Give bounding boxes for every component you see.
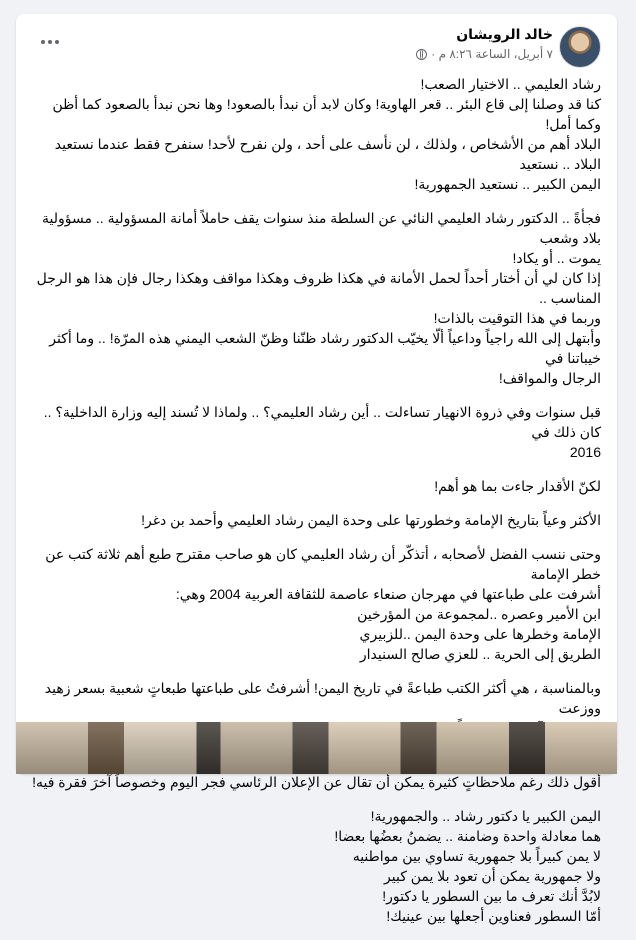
author-name[interactable]: خالد الرويشان xyxy=(456,26,553,42)
post-line: الإمامة وخطرها على وحدة اليمن ..للزبيري xyxy=(359,626,601,642)
post-line: لابُدَّ أنك تعرف ما بين السطور يا دكتور! xyxy=(382,888,601,904)
post-paragraph xyxy=(29,544,601,664)
post-line: أمّا السطور فعناوين أجعلها بين عينيك! xyxy=(386,908,601,924)
globe-icon[interactable] xyxy=(416,49,427,60)
post-line: رشاد العليمي .. الاختيار الصعب! xyxy=(420,76,601,92)
post-line: وأبتهل إلى الله راجياً وداعياً ألّا يخيّب الدكتور رشاد ظنّنا وظنّ الشعب اليمني هذه المرّة! .. وما أكثر خيباتنا في xyxy=(49,330,601,366)
post-text xyxy=(29,74,601,940)
post-paragraph xyxy=(29,402,601,462)
post-meta xyxy=(416,47,553,61)
post-line: الطريق إلى الحرية .. للعزي صالح السنيدار xyxy=(359,646,601,662)
post-line: أقول ذلك رغم ملاحظاتٍ كثيرة يمكن أن تقال عن الإعلان الرئاسي فجر اليوم وخصوصاً آخرَ فقرة فيه! xyxy=(32,774,601,790)
post-paragraph xyxy=(29,208,601,388)
post-header xyxy=(16,14,617,74)
post-line: لا يمن كبيراً بلا جمهورية تساوي بين مواطنيه xyxy=(352,848,601,864)
post-line: 2016 xyxy=(569,444,601,460)
post-line: أشرفت على طباعتها في مهرجان صنعاء عاصمة للثقافة العربية 2004 وهي: xyxy=(175,586,601,602)
post-line: اليمن الكبير .. نستعيد الجمهورية! xyxy=(414,176,601,192)
post-line: قبل سنوات وفي ذروة الانهيار تساءلت .. أين رشاد العليمي؟ .. ولماذا لا تُسند إليه وزارة الداخلية؟ .. كان ذلك في xyxy=(43,404,601,440)
post-line: وحتى ننسب الفضل لأصحابه ، أتذكّر أن رشاد العليمي كان هو صاحب مقترح طبع أهم ثلاثة كتب عن خطر الإمامة xyxy=(45,546,601,582)
post-line: ابن الأمير وعصره ..لمجموعة من المؤرخين xyxy=(357,606,601,622)
post-paragraph xyxy=(29,806,601,926)
post-line: الرجال والمواقف! xyxy=(498,370,601,386)
post-line: هما معادلة واحدة وضامنة .. يضمنُ بعضُها بعضا! xyxy=(334,828,601,844)
author-avatar[interactable] xyxy=(559,26,601,68)
post-line: لكنّ الأقدار جاءت بما هو أهم! xyxy=(434,478,601,494)
post-paragraph xyxy=(29,476,601,496)
post-paragraph xyxy=(29,74,601,194)
post-line: فجأةً .. الدكتور رشاد العليمي النائي عن السلطة منذ سنوات يقف حاملاً أمانة المسؤولية .. مسؤولية بلاد وشعب xyxy=(42,210,601,246)
post-line: الأكثر وعياً بتاريخ الإمامة وخطورتها على وحدة اليمن رشاد العليمي وأحمد بن دغر! xyxy=(141,512,601,528)
post-photo[interactable] xyxy=(16,722,617,774)
post-line: اليمن الكبير يا دكتور رشاد .. والجمهورية! xyxy=(370,808,601,824)
more-options-icon[interactable] xyxy=(36,32,64,52)
post-timestamp[interactable]: ٧ أبريل، الساعة ٨:٢٦ م · xyxy=(431,47,553,61)
post-line: ولا جمهورية يمكن أن تعود بلا يمن كبير xyxy=(384,868,601,884)
post-line: البلاد أهم من الأشخاص ، ولذلك ، لن نأسف على أحد ، ولن نفرح لأحد! سنفرح فقط عندما نستعيد البلاد .. نستعيد xyxy=(54,136,601,172)
post-line: يموت .. أو يكاد! xyxy=(512,250,601,266)
post-paragraph xyxy=(29,510,601,530)
post-line: وبالمناسبة ، هي أكثر الكتب طباعةً في تاريخ اليمن! أشرفتُ على طباعتها طبعاتٍ شعبية بسعر زهيد ووزعت xyxy=(44,680,601,716)
post-card xyxy=(16,14,617,924)
post-line: كنا قد وصلنا إلى قاع البئر .. قعر الهاوية! وكان لابد أن نبدأ بالصعود! وها نحن نبدأ بالصعود كما أظن وكما أمل! xyxy=(52,96,601,132)
post-line: وربما في هذا التوقيت بالذات! xyxy=(433,310,601,326)
post-line: إذا كان لي أن أختار أحداً لحمل الأمانة في هكذا ظروف وهكذا مواقف وهكذا رجال فإن هذا هو الرجل المناسب .. xyxy=(36,270,601,306)
